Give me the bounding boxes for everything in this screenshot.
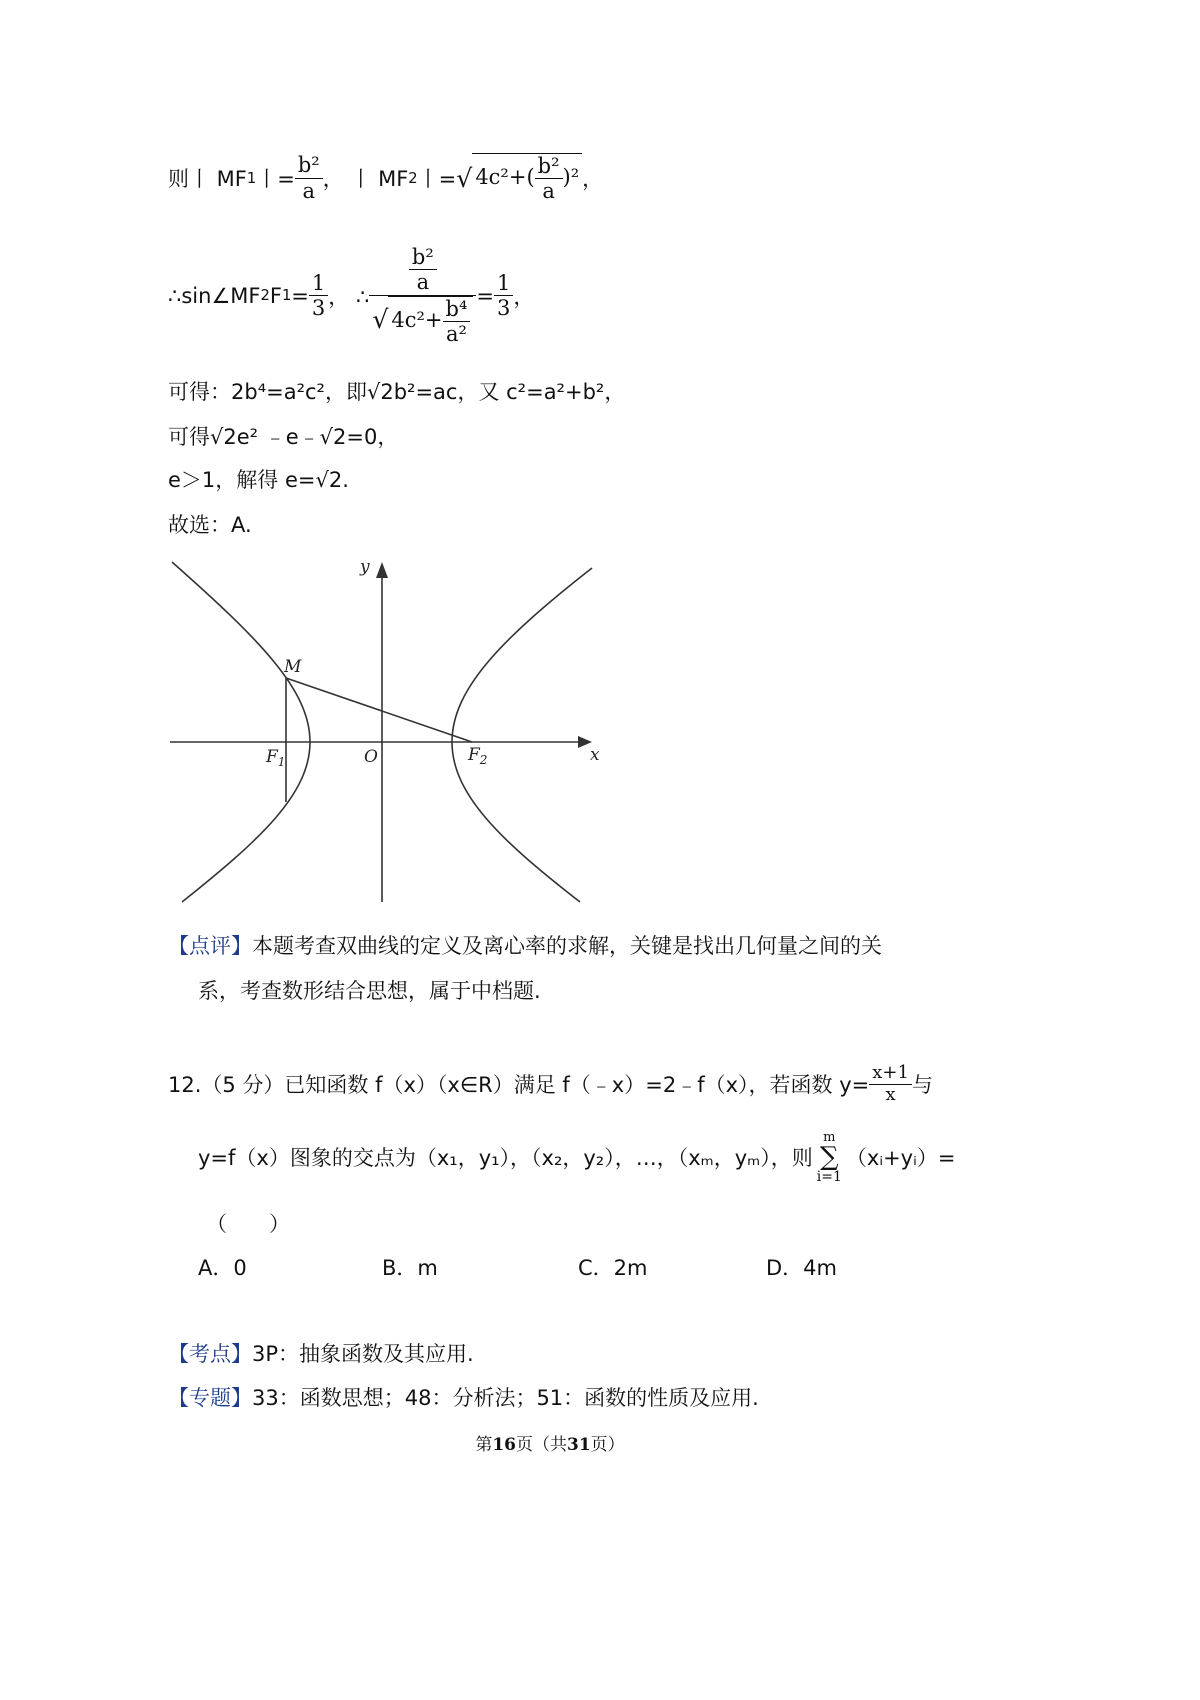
label-M: M bbox=[284, 657, 302, 677]
solution-line-1 bbox=[168, 148, 603, 208]
question12-line-1 bbox=[168, 1058, 933, 1110]
fraction-one-third-2: $\frac{1}{3}$ bbox=[494, 271, 513, 320]
line1-end: ， bbox=[582, 167, 604, 191]
solution-line-3: 可得：2b⁴=a²c²，即√2b²=ac，又 c²=a²+b²， bbox=[168, 380, 626, 404]
label-F2: $F_2$ bbox=[468, 745, 488, 767]
fraction-one-third: $\frac{1}{3}$ bbox=[309, 271, 328, 320]
solution-line-5: e＞1，解得 e=√2. bbox=[168, 468, 349, 492]
question12-line-2 bbox=[198, 1122, 955, 1192]
page-footer: 第16页（共31页） bbox=[475, 1435, 625, 1455]
line1-prefix: 则丨 MF bbox=[168, 167, 247, 191]
fraction-x-plus-1-over-x: $\frac{x+1}{x}$ bbox=[869, 1063, 912, 1105]
line2-mid: F bbox=[269, 283, 282, 308]
left-branch bbox=[172, 562, 310, 902]
fraction-b2-over-a: $\frac{\text{b²}}{a}$ bbox=[295, 153, 323, 202]
choice-D[interactable]: D．4m bbox=[766, 1256, 837, 1280]
kaodian-text: 3P：抽象函数及其应用. bbox=[252, 1342, 474, 1366]
line2-comma: ， ∴ bbox=[328, 284, 370, 309]
zhuanti-text: 33：函数思想；48：分析法；51：函数的性质及应用. bbox=[252, 1386, 759, 1410]
zhuanti-line bbox=[168, 1382, 759, 1412]
label-F1: $F_1$ bbox=[266, 747, 286, 769]
line2-sub1: 2 bbox=[260, 287, 270, 304]
choice-C[interactable]: C．2m bbox=[578, 1256, 648, 1280]
summation: m ∑ i=1 bbox=[816, 1129, 842, 1185]
label-x: x bbox=[590, 745, 600, 765]
solution-line-4: 可得√2e² ﹣e﹣√2=0， bbox=[168, 425, 399, 449]
q12-line2-b: （xᵢ+yᵢ）= bbox=[845, 1146, 956, 1170]
q12-text-b: 与 bbox=[911, 1073, 933, 1097]
y-axis-arrow bbox=[376, 562, 388, 578]
right-branch bbox=[452, 568, 592, 902]
line1-mid1: 丨= bbox=[256, 167, 295, 191]
line1-sub1: 1 bbox=[246, 169, 257, 187]
big-fraction: $\frac{\text{b²}}{a}$ √ 4c²+ $\frac{\text{b⁴}}{\text{a²}}$ bbox=[369, 245, 476, 346]
solution-line-2 bbox=[168, 228, 534, 363]
label-O: O bbox=[364, 747, 378, 767]
kaodian-line bbox=[168, 1338, 474, 1368]
choice-B[interactable]: B．m bbox=[382, 1256, 438, 1280]
line1-sub2: 2 bbox=[408, 169, 418, 187]
q12-line2-a: y=f（x）图象的交点为（x₁，y₁），（x₂，y₂），…，（xₘ，yₘ），则 bbox=[198, 1146, 813, 1170]
review-text-1: 本题考查双曲线的定义及离心率的求解，关键是找出几何量之间的关 bbox=[252, 934, 882, 958]
q12-text-a: 12.（5 分）已知函数 f（x）（x∈R）满足 f（﹣x）=2﹣f（x），若函数 y= bbox=[168, 1073, 870, 1097]
line1-mid3: 丨= bbox=[417, 167, 457, 191]
line2-sub2: 1 bbox=[281, 287, 292, 304]
choice-A[interactable]: A．0 bbox=[198, 1256, 247, 1280]
sqrt-expression: √ 4c²+( $\frac{\text{b²}}{a}$ )² bbox=[456, 153, 582, 203]
kaodian-tag: 【考点】 bbox=[168, 1342, 252, 1366]
review-tag: 【点评】 bbox=[168, 934, 252, 958]
question12-blank: （ ） bbox=[206, 1212, 290, 1236]
line2-end: ， bbox=[513, 284, 535, 309]
line1-mid2: ， 丨 MF bbox=[322, 167, 409, 191]
line2-eq: = bbox=[291, 283, 309, 308]
review-line-2: 系，考查数形结合思想，属于中档题. bbox=[198, 979, 541, 1003]
segment-MF2 bbox=[286, 678, 472, 742]
line2-prefix: ∴sin∠MF bbox=[168, 283, 261, 308]
hyperbola-figure bbox=[160, 550, 620, 910]
solution-line-6: 故选：A. bbox=[168, 513, 252, 537]
page-number: 16 bbox=[492, 1435, 516, 1455]
review-line-1 bbox=[168, 930, 882, 960]
total-pages: 31 bbox=[567, 1435, 591, 1455]
zhuanti-tag: 【专题】 bbox=[168, 1386, 252, 1410]
line2-eq2: = bbox=[476, 283, 495, 308]
label-y: y bbox=[360, 557, 370, 577]
